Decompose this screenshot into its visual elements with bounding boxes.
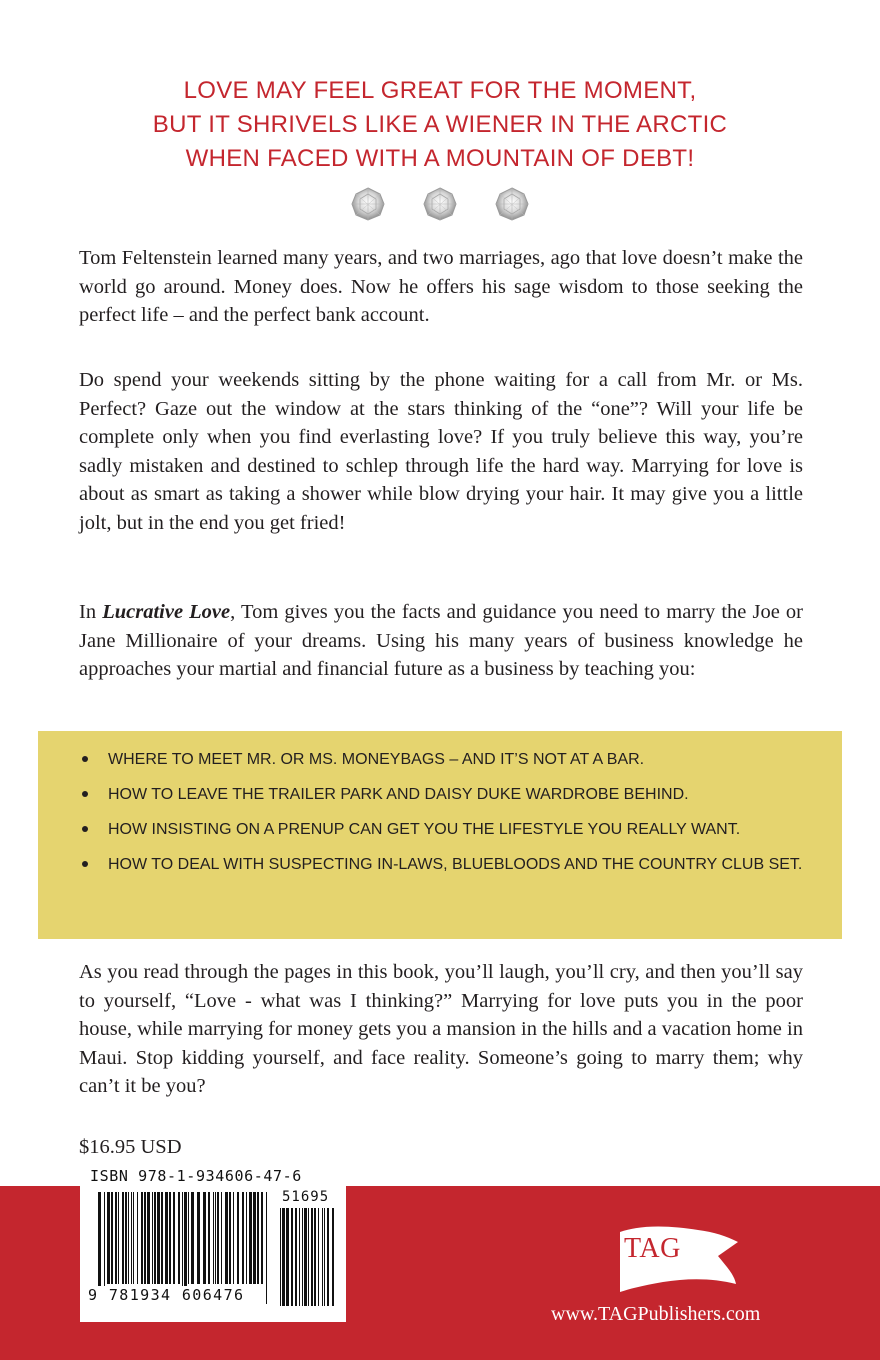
barcode-bar — [286, 1208, 289, 1306]
barcode-bar — [229, 1192, 231, 1284]
intro-paragraph: Tom Feltenstein learned many years, and two marriages, ago that love doesn’t make the world go around. Money does. Now he offers his sage wisdom to those seeking the perfect life – and the perfect bank account. — [79, 247, 803, 327]
barcode-bar — [197, 1192, 200, 1284]
barcode — [80, 1162, 346, 1322]
barcode-bar — [144, 1192, 146, 1284]
barcode-bar — [165, 1192, 168, 1284]
isbn-text: ISBN 978-1-934606-47-6 — [90, 1167, 302, 1185]
barcode-bar — [311, 1208, 313, 1306]
bullet-dot-icon — [82, 826, 88, 832]
barcode-bar — [257, 1192, 259, 1284]
list-item: HOW TO LEAVE THE TRAILER PARK AND DAISY DUKE WARDROBE BEHIND. — [80, 783, 840, 806]
tag-logo-text: TAG — [624, 1233, 681, 1264]
barcode-bar — [128, 1192, 129, 1284]
bullet-dot-icon — [82, 791, 88, 797]
barcode-bar — [233, 1192, 234, 1284]
book-title: Lucrative Love — [102, 601, 231, 623]
barcode-bar — [280, 1208, 281, 1306]
diamond-icon — [422, 186, 458, 222]
barcode-bar — [137, 1192, 138, 1284]
barcode-bar — [295, 1208, 297, 1306]
barcode-bar — [173, 1192, 175, 1284]
bullet-dot-icon — [82, 756, 88, 762]
headline-line-1: LOVE MAY FEEL GREAT FOR THE MOMENT, — [183, 77, 697, 104]
publisher-website: www.TAGPublishers.com — [551, 1303, 761, 1325]
barcode-bar — [147, 1192, 150, 1284]
list-item: HOW INSISTING ON A PRENUP CAN GET YOU THE LIFESTYLE YOU REALLY WANT. — [80, 818, 840, 841]
barcode-bar — [188, 1192, 189, 1284]
second-paragraph: Do spend your weekends sitting by the phone waiting for a call from Mr. or Ms. Perfect? Gaze out the window at the stars thinking of the “one”? Will your life be complete only when you find everlasting love? If you truly believe this way, you’re sadly mistaken and destined to schlep through life the hard way. Marrying for love is about as smart as taking a shower while blow drying your hair. It may give you a little jolt, but in the end you get fried! — [79, 369, 803, 534]
list-item: WHERE TO MEET MR. OR MS. MONEYBAGS – AND IT’S NOT AT A BAR. — [80, 748, 840, 771]
barcode-bar — [302, 1208, 303, 1306]
headline-line-3: WHEN FACED WITH A MOUNTAIN OF DEBT! — [185, 145, 695, 172]
barcode-bar — [314, 1208, 316, 1306]
barcode-bar — [118, 1192, 119, 1284]
barcode-bar — [266, 1192, 267, 1304]
barcode-bars-addon — [280, 1208, 338, 1306]
barcode-bar — [152, 1192, 153, 1284]
list-item: HOW TO DEAL WITH SUSPECTING IN-LAWS, BLUEBLOODS AND THE COUNTRY CLUB SET. — [80, 853, 840, 876]
barcode-bar — [221, 1192, 222, 1284]
barcode-bar — [332, 1208, 334, 1306]
barcode-bar — [213, 1192, 214, 1284]
bullet-list — [80, 736, 840, 876]
barcode-bar — [178, 1192, 180, 1284]
barcode-bar — [308, 1208, 309, 1306]
barcode-bar — [125, 1192, 127, 1284]
barcode-bar — [161, 1192, 163, 1284]
barcode-bar — [304, 1208, 307, 1306]
barcode-bar — [261, 1192, 263, 1284]
barcode-bar — [246, 1192, 247, 1284]
diamond-icon — [494, 186, 530, 222]
barcode-bar — [217, 1192, 219, 1284]
third-paragraph — [79, 598, 803, 684]
barcode-bar — [141, 1192, 143, 1284]
bullet-dot-icon — [82, 861, 88, 867]
barcode-bar — [169, 1192, 171, 1284]
diamond-icon — [350, 186, 386, 222]
barcode-bar — [291, 1208, 293, 1306]
barcode-bar — [299, 1208, 300, 1306]
price-code-text: 51695 — [282, 1189, 330, 1205]
third-paragraph-rest: , Tom gives you the facts and guidance you need to marry the Joe or Jane Millionaire of your dreams. Using his many years of business knowledge he approaches your martial and financial future as a business by teaching you: — [79, 601, 804, 681]
barcode-bar — [249, 1192, 252, 1284]
diamond-ornaments — [0, 186, 880, 222]
barcode-bar — [111, 1192, 113, 1284]
barcode-bar — [215, 1192, 216, 1284]
barcode-bar — [322, 1208, 323, 1306]
headline-line-2: BUT IT SHRIVELS LIKE A WIENER IN THE ARCTIC — [152, 111, 728, 138]
barcode-bar — [237, 1192, 239, 1284]
barcode-bar — [154, 1192, 156, 1284]
barcode-bar — [133, 1192, 134, 1284]
barcode-bar — [253, 1192, 256, 1284]
barcode-bar — [122, 1192, 124, 1284]
barcode-bar — [327, 1208, 329, 1306]
barcode-bar — [107, 1192, 110, 1284]
closing-paragraph: As you read through the pages in this book, you’ll laugh, you’ll cry, and then you’ll say to yourself, “Love - what was I thinking?” Marrying for love puts you in the poor house, while marrying for money gets you a mansion in the hills and a vacation home in Maui. Stop kidding yourself, and face reality. Someone’s going to marry them; why can’t it be you? — [79, 961, 803, 1098]
barcode-bar — [115, 1192, 117, 1284]
headline — [0, 74, 880, 176]
barcode-bar — [203, 1192, 206, 1284]
price-label: $16.95 USD — [79, 1136, 182, 1158]
barcode-bar — [157, 1192, 160, 1284]
barcode-bar — [324, 1208, 325, 1306]
barcode-bar — [318, 1208, 319, 1306]
barcode-bar — [282, 1208, 285, 1306]
barcode-bar — [225, 1192, 228, 1284]
barcode-bar — [242, 1192, 244, 1284]
barcode-bar — [208, 1192, 210, 1284]
barcode-bar — [131, 1192, 132, 1284]
barcode-bar — [191, 1192, 194, 1284]
third-paragraph-prefix: In — [79, 601, 97, 623]
ean-digits: 9 781934 606476 — [88, 1286, 245, 1304]
